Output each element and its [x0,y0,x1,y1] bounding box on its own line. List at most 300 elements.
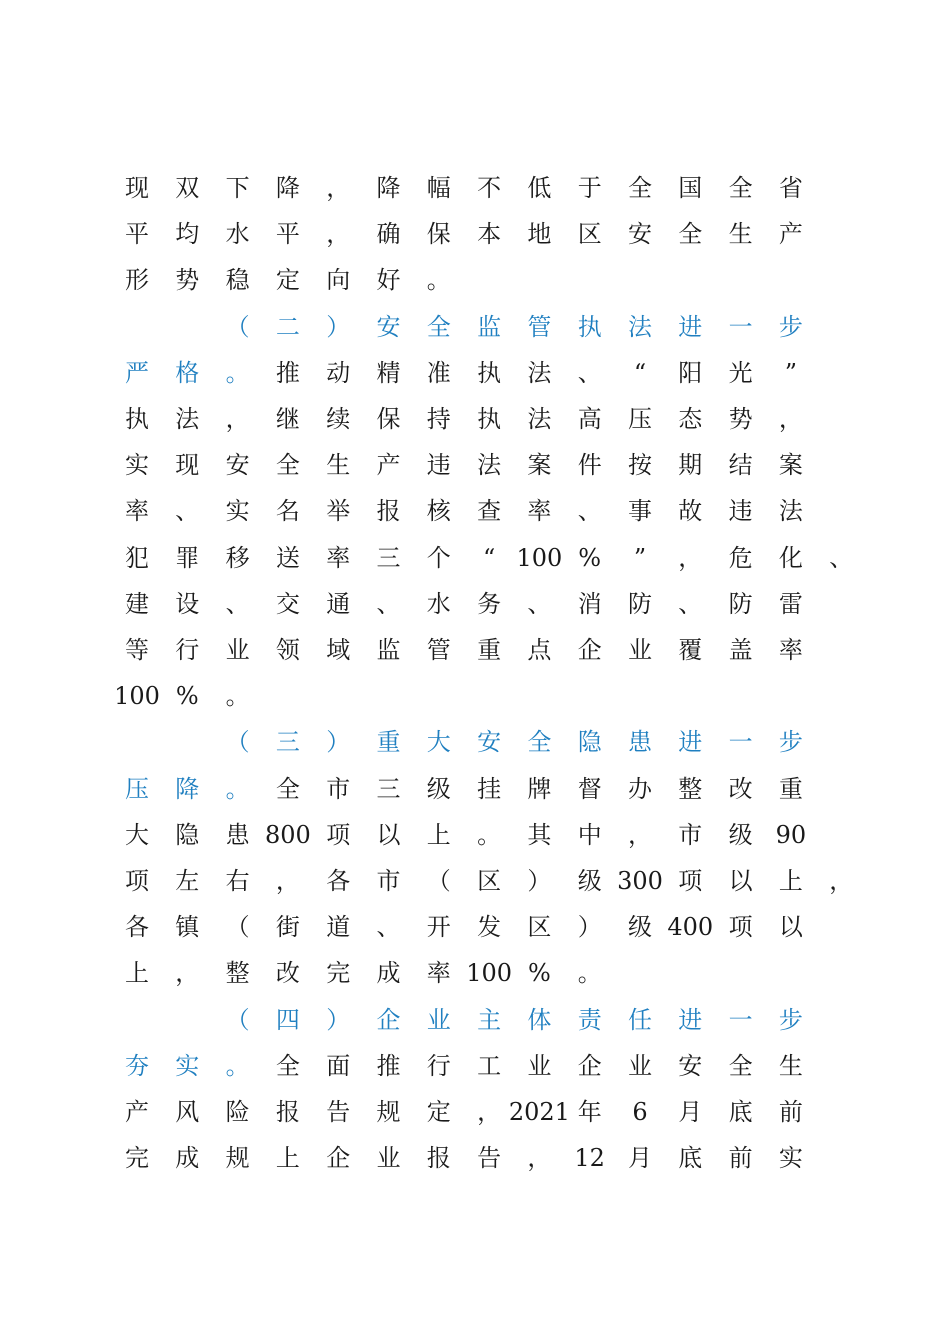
body-char: 率 [326,543,351,572]
body-char: 执 [125,405,149,433]
body-char: 实 [778,1144,803,1173]
body-char: 开 [426,913,451,942]
body-char: 、 [376,589,401,618]
body-char: 结 [728,451,753,480]
body-char: 街 [275,913,300,942]
body-char: 域 [326,636,351,664]
body-char: 监 [376,636,401,664]
body-char: 保 [426,220,451,249]
body-char: 级 [577,867,602,895]
body-char: 前 [728,1144,753,1173]
text-line [0,358,950,404]
text-line [0,681,950,727]
body-char: 产 [376,451,401,480]
body-char: 管 [426,636,451,664]
heading-char: 三 [275,728,300,757]
body-char: 大 [125,820,149,849]
body-char: 消 [577,589,602,618]
heading-char: 进 [678,728,703,757]
body-char: 压 [628,405,652,433]
body-char: 于 [577,174,602,202]
body-char: 等 [125,636,149,664]
body-char: 患 [225,820,250,849]
body-char: 全 [275,451,300,480]
body-char: 隐 [175,820,200,849]
body-char: 举 [326,497,351,526]
heading-char: 管 [527,312,552,341]
body-char: 执 [477,358,502,387]
body-char: 区 [577,220,602,249]
heading-char: 步 [778,312,803,341]
body-char: 道 [326,913,351,942]
body-char: 成 [376,959,401,988]
heading-char: 四 [275,1005,300,1034]
body-char: % [578,543,602,572]
body-char: 率 [778,636,803,664]
body-char: 持 [426,405,451,433]
body-char: 重 [778,774,803,803]
body-char: 保 [376,405,401,433]
body-char: 上 [426,820,451,849]
body-char: 好 [376,266,401,295]
body-char: 推 [275,358,300,387]
body-char: 平 [125,220,149,249]
body-char: 均 [175,220,200,249]
body-char: 报 [426,1144,451,1173]
body-char: 发 [477,913,502,942]
body-char: 全 [628,174,652,202]
body-char: 法 [778,497,803,526]
body-char: 以 [778,913,803,942]
body-char: 阳 [678,358,703,387]
heading-char: 夯 [125,1051,149,1080]
body-char: 改 [275,959,300,988]
body-char: 整 [225,959,250,988]
body-char: ” [633,543,647,572]
heading-char: 一 [728,312,753,341]
heading-char: （ [225,728,250,757]
text-line [0,912,950,958]
text-line [0,173,950,219]
body-char: ， [175,959,200,988]
body-char: ， [225,405,250,433]
body-char: 罪 [175,543,200,572]
body-char: 100 [516,543,563,572]
heading-char: 重 [376,728,401,757]
body-char: 。 [426,266,451,295]
heading-char: （ [225,1005,250,1034]
heading-char: 进 [678,1005,703,1034]
body-char: 工 [477,1051,502,1080]
body-char: 企 [577,636,602,664]
body-char: 全 [678,220,703,249]
body-char: 100 [466,959,512,988]
body-char: 继 [275,405,300,433]
body-char: 前 [778,1098,803,1126]
body-char: 降 [376,174,401,202]
body-char: 镇 [175,913,200,942]
heading-char: 患 [628,728,652,757]
body-char: 月 [678,1098,703,1126]
body-char: 业 [376,1144,401,1173]
body-char: ， [527,1144,552,1173]
body-char: 行 [175,636,200,664]
body-char: 送 [275,543,300,572]
body-char: 个 [426,543,451,572]
body-char: 全 [275,1051,300,1080]
body-char: 挂 [477,774,502,803]
body-char: 件 [577,451,602,480]
body-char: ， [778,405,803,433]
body-char: 业 [628,636,652,664]
body-char: 区 [477,867,502,895]
body-char: 率 [426,959,451,988]
body-char: 区 [527,913,552,942]
body-char: 推 [376,1051,401,1080]
body-char: 本 [477,220,502,249]
body-char: 规 [225,1144,250,1173]
body-char: 面 [326,1051,351,1080]
text-line [0,635,950,681]
body-char: 违 [728,497,753,526]
body-char: 定 [275,266,300,295]
body-char: 左 [175,867,200,895]
body-char: 项 [125,867,149,895]
heading-char: 降 [175,774,200,803]
body-char: 省 [778,174,803,202]
body-char: 市 [326,774,351,803]
text-line [0,774,950,820]
body-char: 法 [477,451,502,480]
body-char: 中 [577,820,602,849]
body-char: 态 [678,405,703,433]
body-char: 、 [527,589,552,618]
body-char: 安 [225,451,250,480]
body-char: 、 [175,497,200,526]
text-line [0,1097,950,1143]
body-char: 项 [678,867,703,895]
body-char: 期 [678,451,703,480]
body-char: 各 [125,913,149,942]
body-char: 生 [326,451,351,480]
body-char: 全 [275,774,300,803]
heading-char: 监 [477,312,502,341]
body-char: 动 [326,358,351,387]
body-char: 、 [829,543,854,572]
body-char: 三 [376,774,401,803]
body-char: 完 [125,1144,149,1173]
body-char: 。 [225,682,250,711]
body-char: 底 [728,1098,753,1126]
body-char: 业 [628,1051,652,1080]
body-char: 实 [225,497,250,526]
body-char: 事 [628,497,652,526]
body-char: 犯 [125,543,149,572]
body-char: 告 [326,1098,351,1126]
text-line [0,866,950,912]
body-char: 上 [125,959,149,988]
body-char: 设 [175,589,200,618]
body-char: 报 [275,1098,300,1126]
body-char: 级 [426,774,451,803]
body-char: 法 [175,405,200,433]
text-line [0,1051,950,1097]
body-char: ” [784,358,798,387]
body-char: 三 [376,543,401,572]
heading-char: ） [326,312,351,341]
body-char: ， [275,867,300,895]
heading-char: （ [225,312,250,341]
body-char: ， [477,1098,502,1126]
body-char: 幅 [426,174,451,202]
heading-char: 大 [426,728,451,757]
body-char: 盖 [728,636,753,664]
heading-char: 主 [477,1005,502,1034]
body-char: 、 [678,589,703,618]
body-char: “ [482,543,496,572]
heading-char: 步 [778,728,803,757]
heading-char: ） [326,728,351,757]
body-char: 稳 [225,266,250,295]
text-line [0,958,950,1004]
heading-char: 法 [628,312,652,341]
heading-char: 业 [426,1005,451,1034]
body-char: 危 [728,543,753,572]
heading-char: 。 [225,358,250,387]
body-char: 300 [617,867,663,895]
body-char: 、 [577,497,602,526]
heading-char: 压 [125,774,149,803]
heading-char: 安 [376,312,401,341]
body-char: 整 [678,774,703,803]
heading-char: 步 [778,1005,803,1034]
body-char: 成 [175,1144,200,1173]
body-char: % [527,959,551,988]
body-char: 报 [376,497,401,526]
heading-char: 执 [577,312,602,341]
body-char: 产 [125,1098,149,1126]
body-char: 2021 [508,1098,570,1126]
body-char: 建 [125,589,149,618]
heading-char: 责 [577,1005,602,1034]
body-char: 高 [577,405,602,433]
body-char: 。 [577,959,602,988]
body-char: 覆 [678,636,703,664]
body-char: 业 [225,636,250,664]
body-char: 市 [678,820,703,849]
body-char: 低 [527,174,552,202]
body-char: 续 [326,405,351,433]
body-char: 产 [778,220,803,249]
body-char: 不 [477,174,502,202]
body-char: 违 [426,451,451,480]
body-char: 通 [326,589,351,618]
text-line [0,820,950,866]
heading-char: 任 [628,1005,652,1034]
body-char: 督 [577,774,602,803]
text-line [0,543,950,589]
body-char: 案 [778,451,803,480]
body-char: 改 [728,774,753,803]
heading-char: 严 [125,358,149,387]
body-char: 企 [326,1144,351,1173]
body-char: 领 [275,636,300,664]
body-char: 按 [628,451,652,480]
body-char: 地 [527,220,552,249]
body-char: 完 [326,959,351,988]
body-char: 平 [275,220,300,249]
body-char: 双 [175,174,200,202]
body-char: 防 [628,589,652,618]
text-line [0,265,950,311]
heading-char: 一 [728,1005,753,1034]
body-char: 形 [125,266,149,295]
body-char: 险 [225,1098,250,1126]
body-char: “ [633,358,647,387]
body-char: ， [678,543,703,572]
body-char: 以 [728,867,753,895]
body-char: 确 [376,220,401,249]
body-char: 率 [527,497,552,526]
heading-char: 全 [426,312,451,341]
body-char: 、 [376,913,401,942]
text-line [0,312,950,358]
body-char: 势 [175,266,200,295]
body-char: 400 [667,913,714,942]
body-char: 下 [225,174,250,202]
body-char: 生 [778,1051,803,1080]
body-char: 水 [225,220,250,249]
body-char: 名 [275,497,300,526]
heading-char: 体 [527,1005,552,1034]
body-char: 项 [728,913,753,942]
text-line [0,496,950,542]
body-char: 规 [376,1098,401,1126]
heading-char: 企 [376,1005,401,1034]
body-char: 牌 [527,774,552,803]
body-char: 精 [376,358,401,387]
body-char: 行 [426,1051,451,1080]
body-char: 以 [376,820,401,849]
body-char: 点 [527,636,552,664]
body-char: ） [577,913,602,942]
body-char: 现 [175,451,200,480]
body-char: 年 [577,1098,602,1126]
body-char: 降 [275,174,300,202]
body-char: 安 [678,1051,703,1080]
heading-char: 实 [175,1051,200,1080]
heading-char: 安 [477,728,502,757]
heading-char: 。 [225,774,250,803]
body-char: 风 [175,1098,200,1126]
body-char: 法 [527,405,552,433]
body-char: 全 [728,1051,753,1080]
body-char: % [175,682,199,711]
heading-char: 一 [728,728,753,757]
text-line [0,727,950,773]
body-char: 核 [426,497,451,526]
heading-char: 格 [175,358,200,387]
body-char: 。 [477,820,502,849]
text-line [0,450,950,496]
body-char: 告 [477,1144,502,1173]
body-char: 实 [125,451,149,480]
body-char: 月 [628,1144,652,1173]
body-char: 生 [728,220,753,249]
body-char: 化 [778,543,803,572]
body-char: 、 [577,358,602,387]
body-char: （ [225,913,250,942]
body-char: 级 [728,820,753,849]
body-char: 法 [527,358,552,387]
body-char: 水 [426,589,451,618]
body-char: 交 [275,589,300,618]
body-char: 光 [728,358,753,387]
body-char: 6 [632,1098,648,1126]
heading-char: ） [326,1005,351,1034]
heading-char: 二 [275,312,300,341]
heading-char: 。 [225,1051,250,1080]
text-line [0,219,950,265]
body-char: 12 [574,1144,605,1173]
body-char: 率 [125,497,149,526]
body-char: 800 [264,820,311,849]
body-char: 市 [376,867,401,895]
heading-char: 隐 [577,728,602,757]
body-char: 项 [326,820,351,849]
heading-char: 进 [678,312,703,341]
body-char: ， [628,820,652,849]
body-char: 移 [225,543,250,572]
body-char: 底 [678,1144,703,1173]
text-line [0,404,950,450]
body-char: 办 [628,774,652,803]
body-char: 国 [678,174,703,202]
body-char: 向 [326,266,351,295]
body-char: 现 [125,174,149,202]
body-char: 执 [477,405,502,433]
body-char: 安 [628,220,652,249]
body-char: 右 [225,867,250,895]
body-char: 其 [527,820,552,849]
text-line [0,589,950,635]
body-char: 、 [225,589,250,618]
body-char: 企 [577,1051,602,1080]
body-char: 案 [527,451,552,480]
body-char: 重 [477,636,502,664]
body-char: 各 [326,867,351,895]
body-char: 业 [527,1051,552,1080]
body-char: 势 [728,405,753,433]
body-char: 100 [114,682,160,711]
body-char: 准 [426,358,451,387]
body-char: 上 [275,1144,300,1173]
body-char: （ [426,867,451,895]
body-char: 雷 [778,589,803,618]
body-char: ） [527,867,552,895]
heading-char: 全 [527,728,552,757]
body-char: 故 [678,497,703,526]
body-char: ， [326,174,351,202]
body-char: 90 [775,820,807,849]
text-line [0,1005,950,1051]
body-char: 定 [426,1098,451,1126]
body-char: 查 [477,497,502,526]
body-char: 务 [477,589,502,618]
body-char: ， [326,220,351,249]
body-char: 全 [728,174,753,202]
body-char: 上 [778,867,803,895]
